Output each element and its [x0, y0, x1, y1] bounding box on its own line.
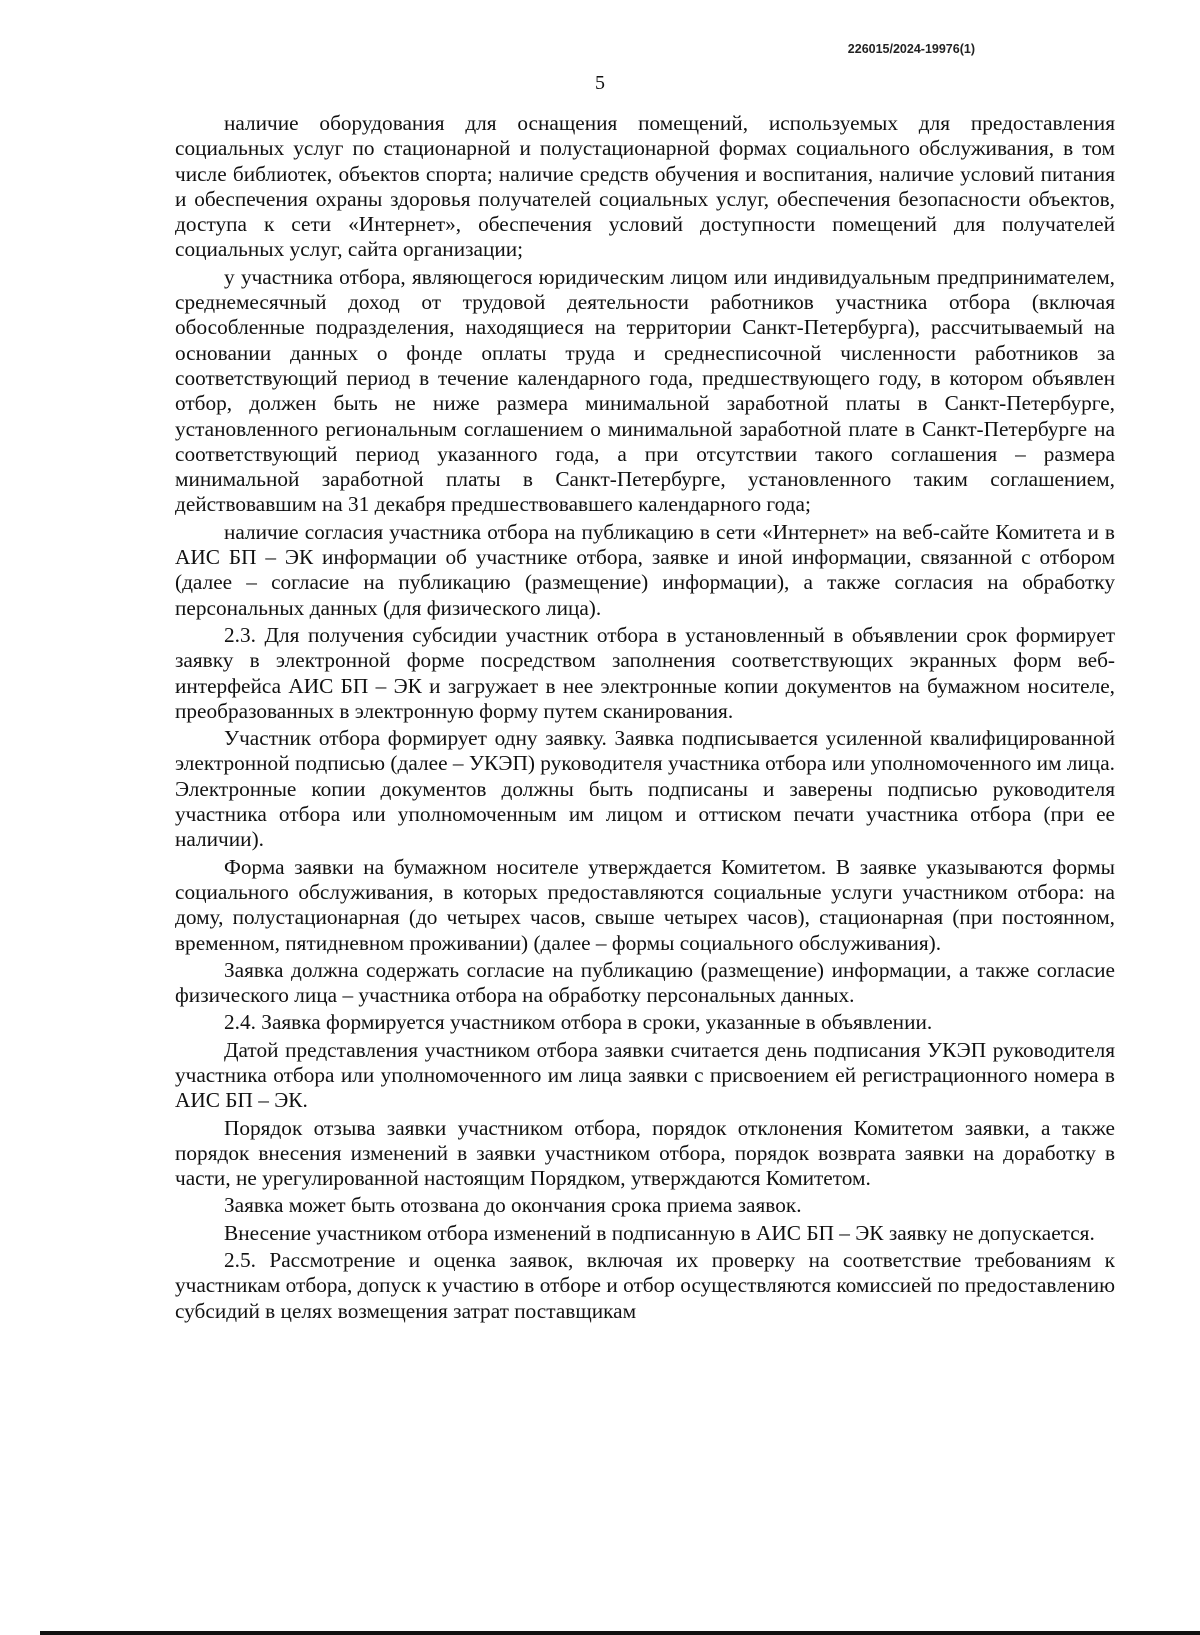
paragraph-no-changes: Внесение участником отбора изменений в подписанную в АИС БП – ЭК заявку не допускается.: [224, 1220, 1095, 1245]
paragraph-withdrawal-procedure: Порядок отзыва заявки участником отбора, порядок отклонения Комитетом заявки, а также порядок внесения изменений в заявки участником отбора, порядок возврата заявки на доработку в части, не урегулированной настоящим Порядком, утверждаются Комитетом.: [175, 1115, 1115, 1191]
page-number: 5: [595, 72, 605, 94]
document-number: 226015/2024-19976(1): [847, 42, 975, 56]
paragraph-2-3: 2.3. Для получения субсидии участник отбора в установленный в объявлении срок формирует заявку в электронной форме посредством заполнения соответствующих экранных форм веб-интерфейса АИС БП – ЭК и загружает в нее электронные копии документов на бумажном носителе, преобразованных в электронную форму путем сканирования.: [175, 622, 1115, 723]
paragraph-submission-date: Датой представления участником отбора заявки считается день подписания УКЭП руководителя участника отбора или уполномоченного им лица заявки с присвоением ей регистрационного номера в АИС БП – ЭК.: [175, 1037, 1115, 1113]
document-body: [175, 111, 1115, 1324]
paragraph-application-consent: Заявка должна содержать согласие на публикацию (размещение) информации, а также согласие физического лица – участника отбора на обработку персональных данных.: [175, 957, 1115, 1008]
paragraph-publication-consent: наличие согласия участника отбора на публикацию в сети «Интернет» на веб-сайте Комитета и в АИС БП – ЭК информации об участнике отбора, заявке и иной информации, связанной с отбором (далее – согласие на публикацию (размещение) информации), а также согласия на обработку персональных данных (для физического лица).: [175, 519, 1115, 620]
paragraph-equipment: наличие оборудования для оснащения помещений, используемых для предоставления социальных услуг по стационарной и полустационарной формах социального обслуживания, в том числе библиотек, объектов спорта; наличие средств обучения и воспитания, наличие условий питания и обеспечения охраны здоровья получателей социальных услуг, обеспечения безопасности объектов, доступа к сети «Интернет», обеспечения условий доступности помещений для получателей социальных услуг, сайта организации;: [175, 111, 1115, 262]
paragraph-application-form: Форма заявки на бумажном носителе утверждается Комитетом. В заявке указываются формы социального обслуживания, в которых предоставляются социальные услуги участником отбора: на дому, полустационарная (до четырех часов, свыше четырех часов), стационарная (при постоянном, временном, пятидневном проживании) (далее – формы социального обслуживания).: [175, 854, 1115, 955]
scan-edge-line: [40, 1631, 1200, 1635]
paragraph-2-4: 2.4. Заявка формируется участником отбора в сроки, указанные в объявлении.: [224, 1010, 933, 1035]
paragraph-2-5: 2.5. Рассмотрение и оценка заявок, включая их проверку на соответствие требованиям к участникам отбора, допуск к участию в отборе и отбор осуществляются комиссией по предоставлению субсидий в целях возмещения затрат поставщикам: [175, 1248, 1115, 1323]
paragraph-withdrawal-deadline: Заявка может быть отозвана до окончания срока приема заявок.: [224, 1193, 802, 1218]
paragraph-average-income: у участника отбора, являющегося юридическим лицом или индивидуальным предпринимателем, среднемесячный доход от трудовой деятельности работников участника отбора (включая обособленные подразделения, находящиеся на территории Санкт-Петербурга), рассчитываемый на основании данных о фонде оплаты труда и среднесписочной численности работников за соответствующий период в течение календарного года, предшествующего году, в котором объявлен отбор, должен быть не ниже размера минимальной заработной платы в Санкт-Петербурге, установленного региональным соглашением о минимальной заработной плате в Санкт-Петербурге на соответствующий период указанного года, а при отсутствии такого соглашения – размера минимальной заработной платы в Санкт-Петербурге, установленного таким соглашением, действовавшим на 31 декабря предшествовавшего календарного года;: [175, 264, 1115, 517]
paragraph-one-application: Участник отбора формирует одну заявку. Заявка подписывается усиленной квалифицированной электронной подписью (далее – УКЭП) руководителя участника отбора или уполномоченного им лица. Электронные копии документов должны быть подписаны и заверены подписью руководителя участника отбора или уполномоченным им лицом и оттиском печати участника отбора (при ее наличии).: [175, 726, 1115, 852]
